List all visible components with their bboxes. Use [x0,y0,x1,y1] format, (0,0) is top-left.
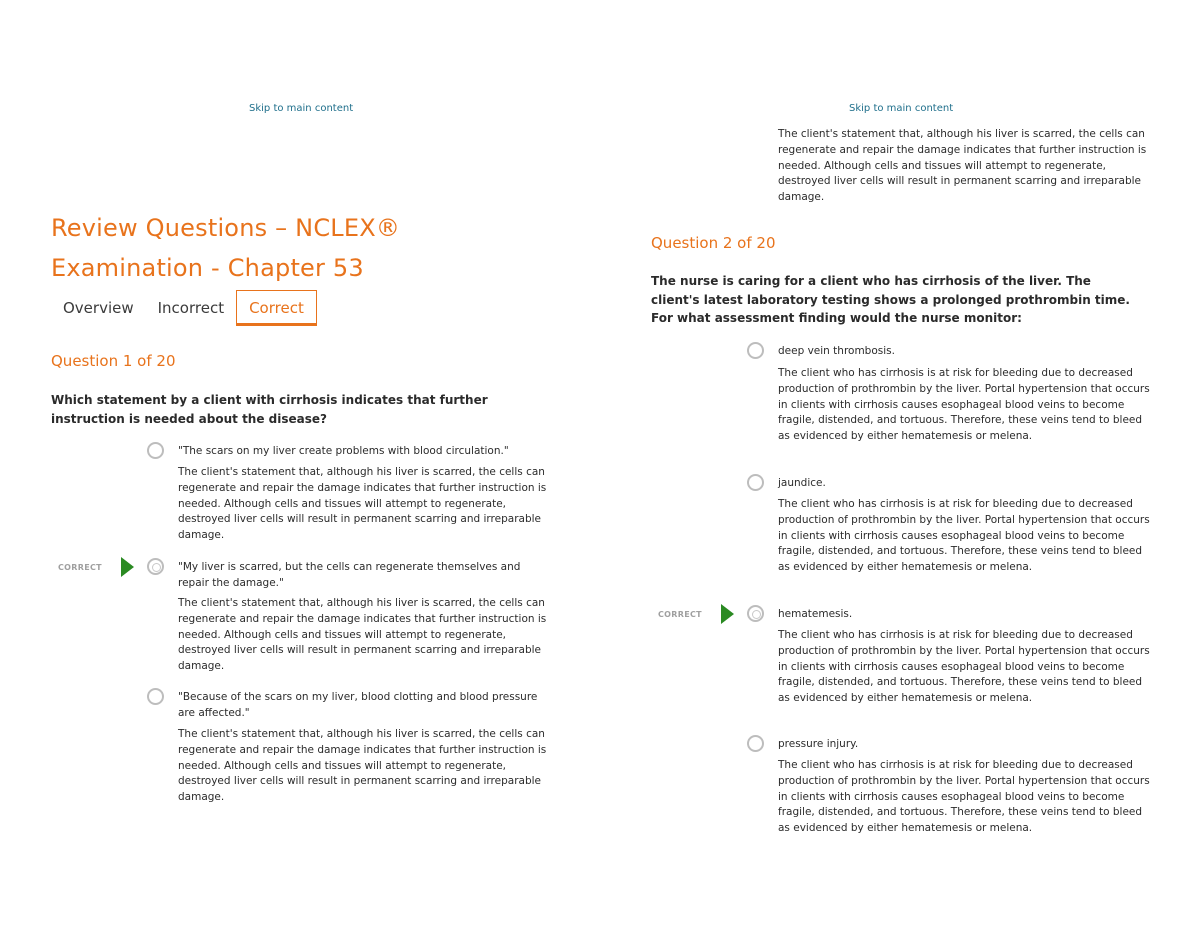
skip-to-main-link-2[interactable]: Skip to main content [849,103,954,114]
question-1-header: Question 1 of 20 [51,352,176,370]
page-title-line2: Examination - Chapter 53 [51,254,364,282]
q2-option-b-text: jaundice. [778,477,826,489]
q2-option-d-rationale-clip [778,758,1158,835]
q2-option-a-radio[interactable] [747,342,764,359]
q1-option-c-text: "Because of the scars on my liver, blood clotting and blood pressure are affected." [178,691,538,719]
question-2-header: Question 2 of 20 [651,234,776,252]
q1-option-b-rationale: The client's statement that, although his liver is scarred, the cells can regenerate and repair the damage indicates that further instruction is needed. Although cells and tissues will attempt to regenerate, destroyed liver cells will result in permanent scarring and irreparable damage. [178,597,547,673]
q2-option-a-rationale: The client who has cirrhosis is at risk for bleeding due to decreased production of prothrombin by the liver. Portal hypertension that occurs in clients with cirrhosis causes esophageal blood veins to become fragile, distended, and tortuous. Therefore, these veins tend to bleed as evidenced by either hematemesis or melena. [778,367,1150,443]
tab-overview[interactable]: Overview [63,299,134,317]
tab-correct[interactable]: Correct [236,290,317,326]
question-2-stem: The nurse is caring for a client who has cirrhosis of the liver. The client's latest laboratory testing shows a prolonged prothrombin time. For what assessment finding would the nurse monitor: [651,274,1130,325]
page-title [51,208,400,288]
q2-option-b-radio[interactable] [747,474,764,491]
q2-option-d-radio[interactable] [747,735,764,752]
correct-arrow-icon [121,557,134,577]
page-title-line1: Review Questions – NCLEX® [51,214,401,242]
tab-incorrect[interactable]: Incorrect [157,299,225,317]
correct-label: CORRECT [58,563,102,572]
q1-option-a-text: "The scars on my liver create problems with blood circulation." [178,445,509,457]
q2-option-c-radio[interactable] [747,605,764,622]
review-tabs [51,290,317,326]
q2-option-c-text: hematemesis. [778,608,853,620]
q2-option-a-text: deep vein thrombosis. [778,345,895,357]
skip-to-main-link[interactable]: Skip to main content [249,103,354,114]
q1-option-c-rationale: The client's statement that, although his liver is scarred, the cells can regenerate and repair the damage indicates that further instruction is needed. Although cells and tissues will attempt to regenerate, destroyed liver cells will result in permanent scarring and irreparable damage. [178,728,547,804]
q2-option-c-rationale: The client who has cirrhosis is at risk for bleeding due to decreased production of prothrombin by the liver. Portal hypertension that occurs in clients with cirrhosis causes esophageal blood veins to become fragile, distended, and tortuous. Therefore, these veins tend to bleed as evidenced by either hematemesis or melena. [778,629,1150,705]
q1-option-b-text: "My liver is scarred, but the cells can regenerate themselves and repair the damage." [178,561,521,589]
page-right [600,0,1200,927]
q2-option-d-rationale: The client who has cirrhosis is at risk for bleeding due to decreased production of prothrombin by the liver. Portal hypertension that occurs in clients with cirrhosis causes esophageal blood veins to become fragile, distended, and tortuous. Therefore, these veins tend to bleed as evidenced by either hematemesis or melena. [778,759,1150,835]
q1-option-a-rationale: The client's statement that, although his liver is scarred, the cells can regenerate and repair the damage indicates that further instruction is needed. Although cells and tissues will attempt to regenerate, destroyed liver cells will result in permanent scarring and irreparable damage. [178,466,547,542]
correct-arrow-icon-2 [721,604,734,624]
q1-option-c-radio[interactable] [147,688,164,705]
q2-option-b-rationale: The client who has cirrhosis is at risk for bleeding due to decreased production of prothrombin by the liver. Portal hypertension that occurs in clients with cirrhosis causes esophageal blood veins to become fragile, distended, and tortuous. Therefore, these veins tend to bleed as evidenced by either hematemesis or melena. [778,498,1150,574]
question-1-stem: Which statement by a client with cirrhosis indicates that further instruction is needed about the disease? [51,393,488,426]
q1-carryover-rationale: The client's statement that, although his liver is scarred, the cells can regenerate and repair the damage indicates that further instruction is needed. Although cells and tissues will attempt to regenerate, destroyed liver cells will result in permanent scarring and irreparable damage. [778,128,1147,204]
q1-option-b-radio[interactable] [147,558,164,575]
q2-option-d-text: pressure injury. [778,738,859,750]
correct-label-2: CORRECT [658,610,702,619]
q1-option-a-radio[interactable] [147,442,164,459]
